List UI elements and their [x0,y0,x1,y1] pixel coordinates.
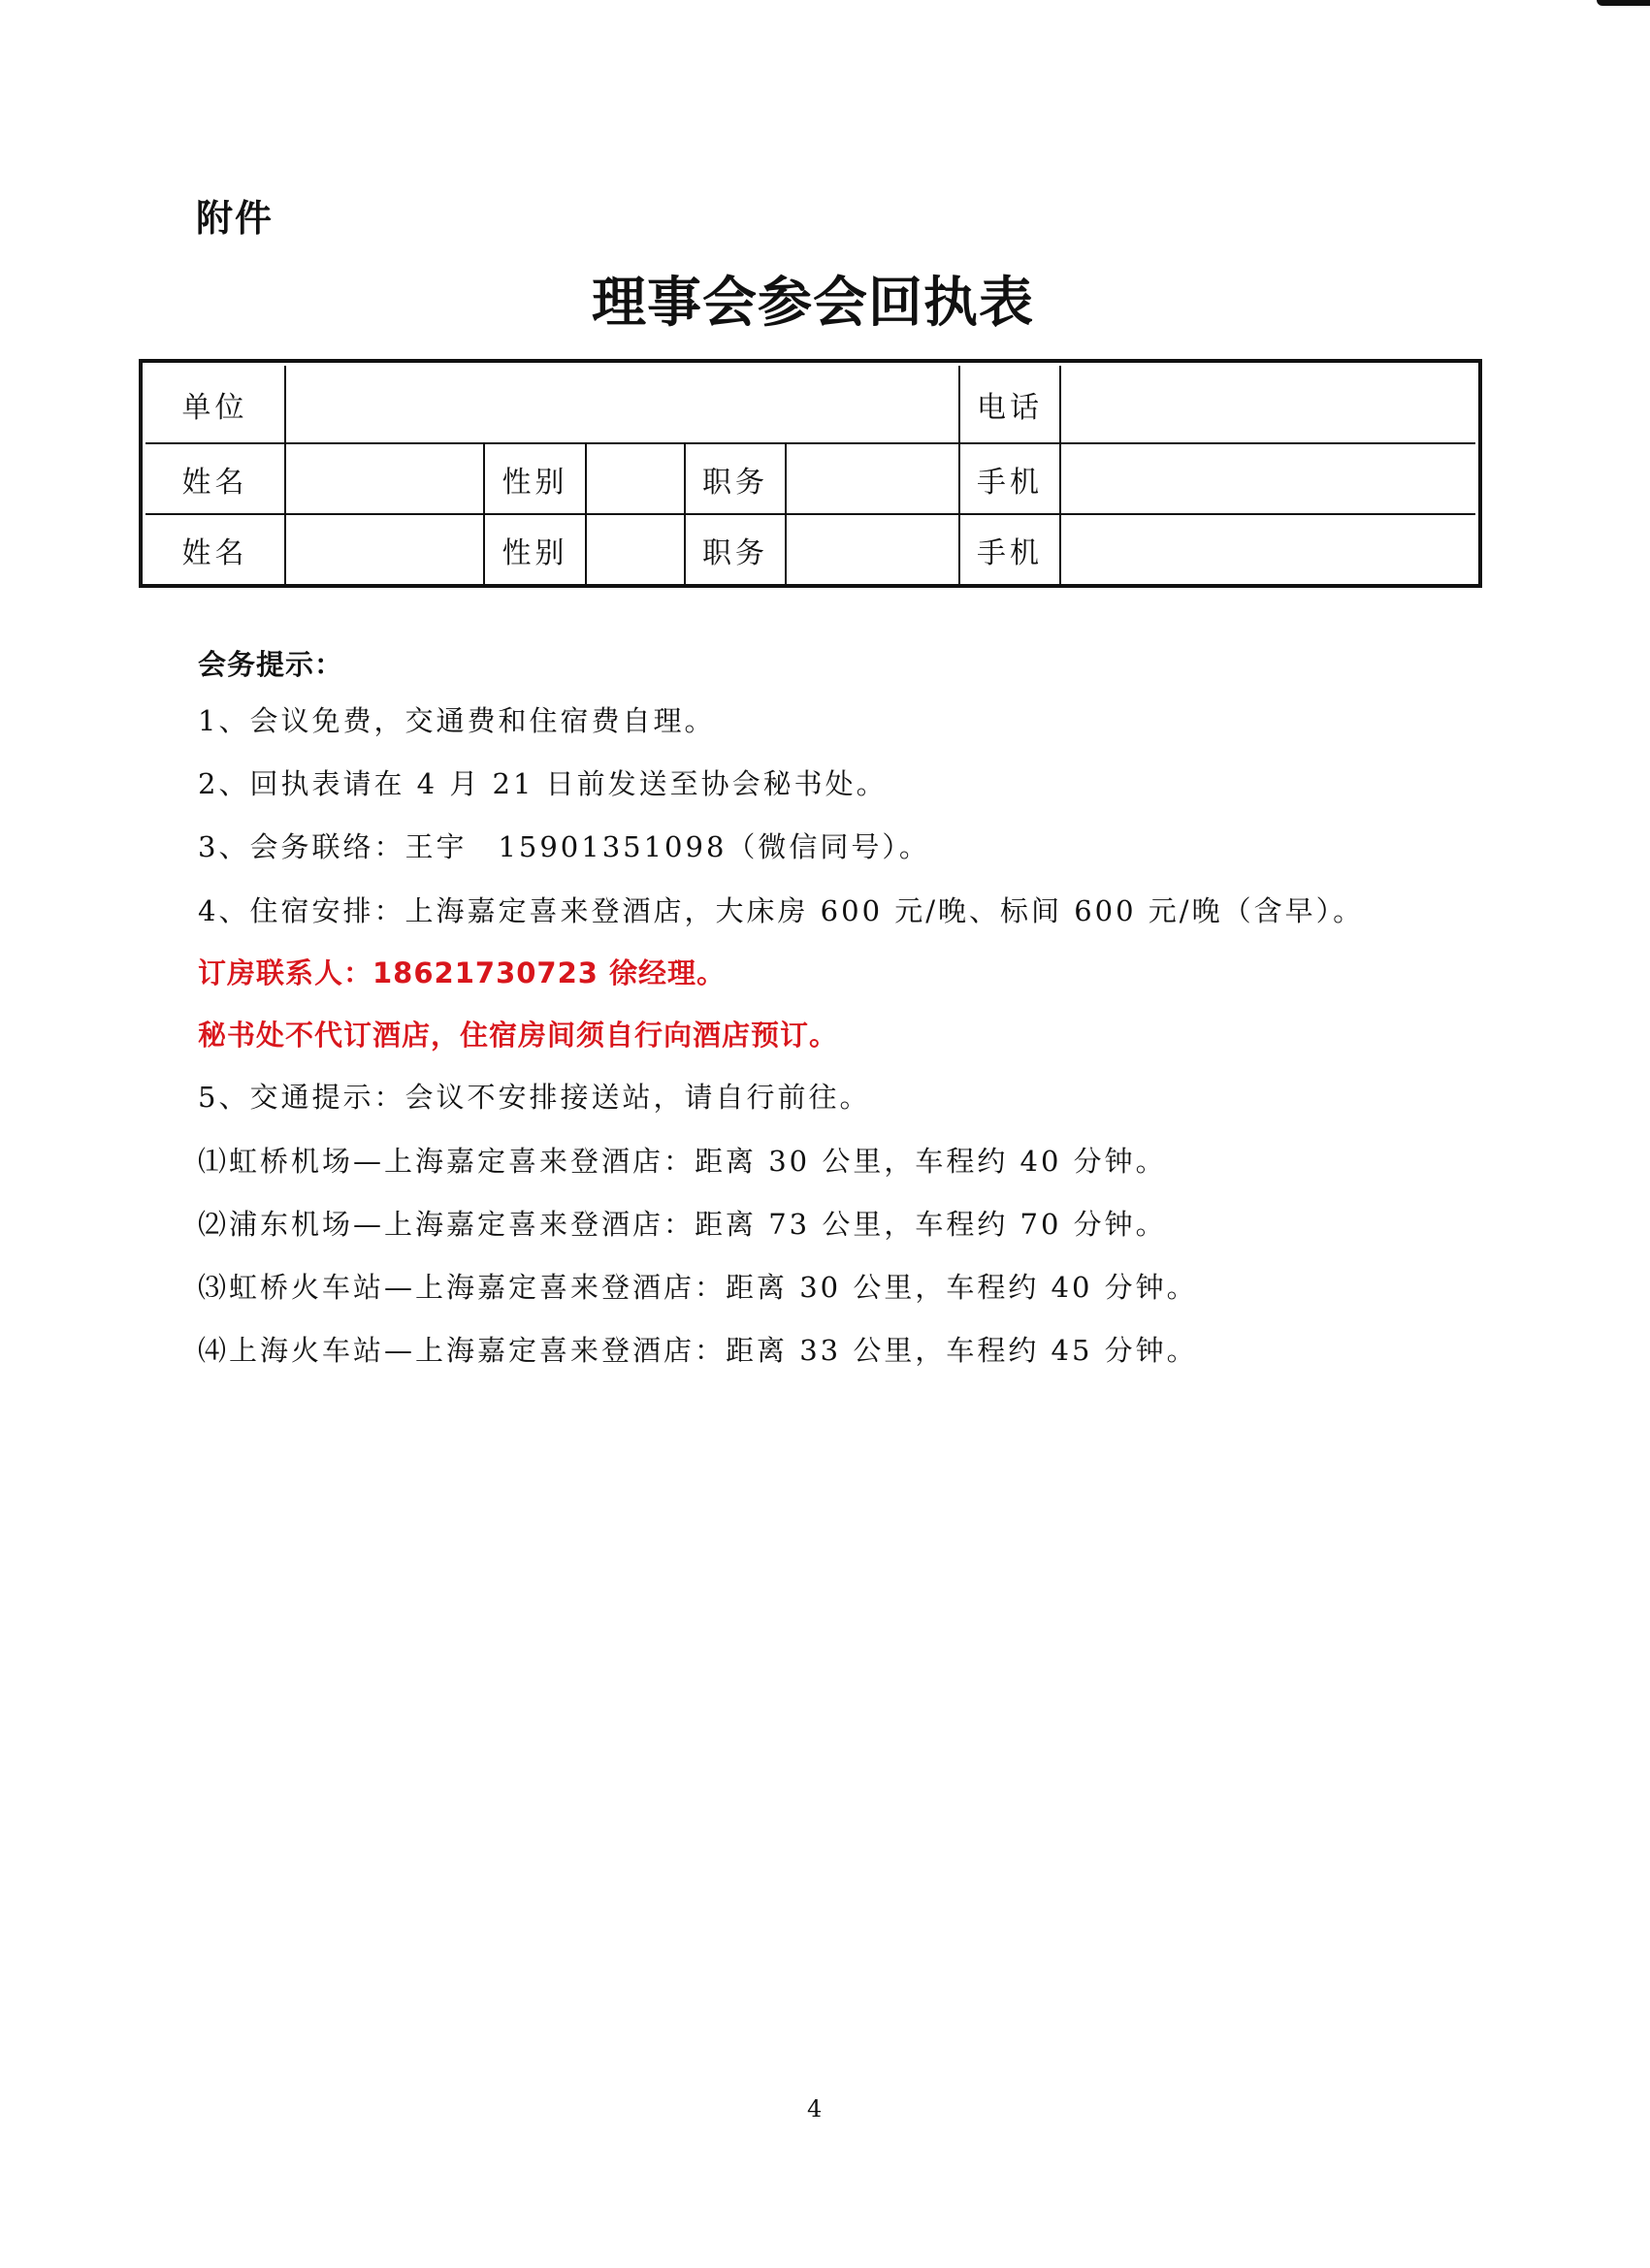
mobile-field[interactable] [1060,443,1475,514]
booking-contact-notice: 订房联系人：18621730723 徐经理。 [198,956,727,989]
table-row-unit [146,366,1475,443]
position-label: 职务 [685,514,786,585]
registration-form-table [139,359,1482,588]
attachment-label: 附件 [196,197,275,240]
phone-field[interactable] [1060,366,1475,443]
notes-heading: 会务提示： [198,648,344,681]
name-label: 姓名 [146,443,285,514]
unit-field[interactable] [285,366,959,443]
scan-edge-mark [1597,0,1650,6]
mobile-label: 手机 [959,514,1060,585]
note-item: 2、回执表请在 4 月 21 日前发送至协会秘书处。 [198,767,888,800]
booking-policy-notice: 秘书处不代订酒店，住宿房间须自行向酒店预订。 [198,1019,839,1052]
position-field[interactable] [786,443,959,514]
route-item: ⑷上海火车站—上海嘉定喜来登酒店：距离 33 公里，车程约 45 分钟。 [198,1334,1198,1367]
position-label: 职务 [685,443,786,514]
page-number: 4 [807,2095,823,2122]
mobile-field[interactable] [1060,514,1475,585]
note-item: 1、会议免费，交通费和住宿费自理。 [198,704,716,737]
transport-heading: 5、交通提示：会议不安排接送站，请自行前往。 [198,1081,871,1114]
name-label: 姓名 [146,514,285,585]
gender-field[interactable] [586,443,685,514]
mobile-label: 手机 [959,443,1060,514]
gender-label: 性别 [484,514,586,585]
table-row-attendee-2 [146,514,1475,585]
name-field[interactable] [285,514,484,585]
gender-field[interactable] [586,514,685,585]
route-item: ⑶虹桥火车站—上海嘉定喜来登酒店：距离 30 公里，车程约 40 分钟。 [198,1271,1198,1304]
route-item: ⑵浦东机场—上海嘉定喜来登酒店：距离 73 公里，车程约 70 分钟。 [198,1208,1167,1241]
position-field[interactable] [786,514,959,585]
unit-label: 单位 [146,366,285,443]
note-item: 3、会务联络：王宇 15901351098（微信同号）。 [198,830,930,863]
note-item: 4、住宿安排：上海嘉定喜来登酒店，大床房 600 元/晚、标间 600 元/晚（含早）。 [198,894,1365,927]
gender-label: 性别 [484,443,586,514]
name-field[interactable] [285,443,484,514]
route-item: ⑴虹桥机场—上海嘉定喜来登酒店：距离 30 公里，车程约 40 分钟。 [198,1145,1167,1178]
page-title: 理事会参会回执表 [592,272,1034,335]
table-row-attendee-1 [146,443,1475,514]
phone-label: 电话 [959,366,1060,443]
